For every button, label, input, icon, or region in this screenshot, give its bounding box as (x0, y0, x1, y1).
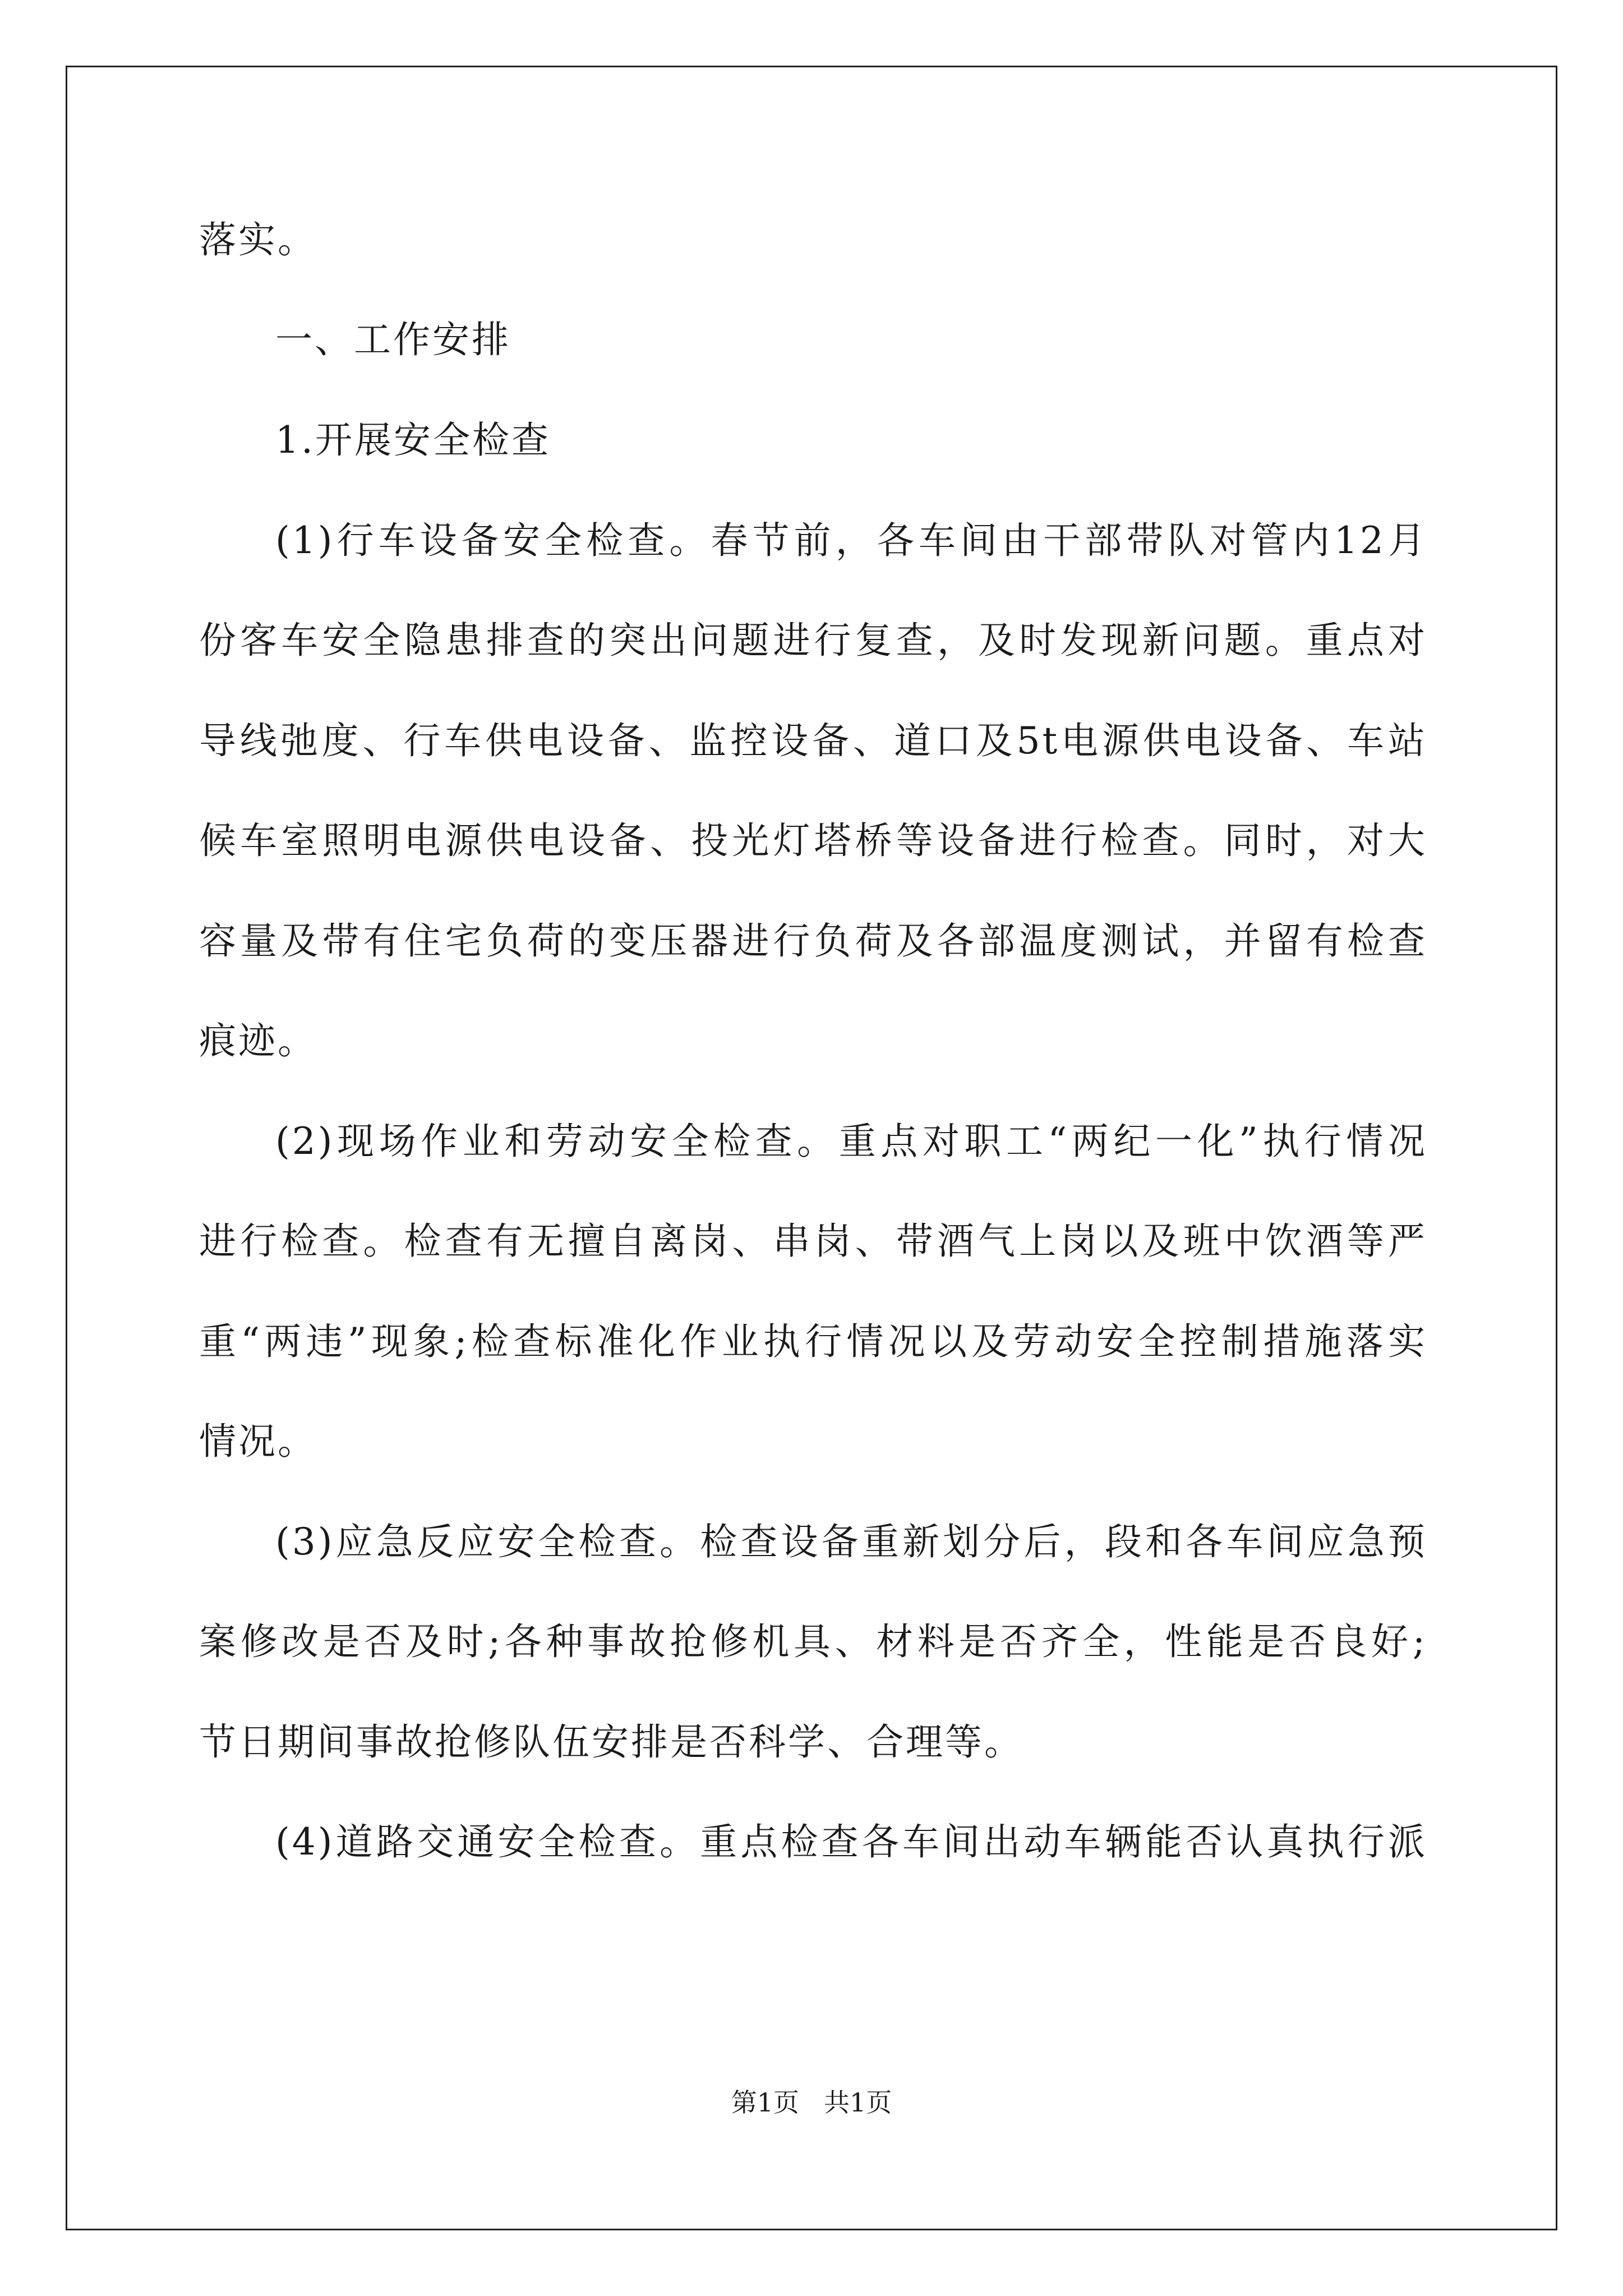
section-heading: 一、工作安排 (275, 318, 511, 361)
text-line: 容量及带有住宅负荷的变压器进行负荷及各部温度测试，并留有检查 (199, 919, 1427, 963)
text-line: 节日期间事故抢修队伍安排是否科学、合理等。 (199, 1720, 1023, 1764)
text-line: 份客车安全隐患排查的突出问题进行复查，及时发现新问题。重点对 (199, 619, 1427, 662)
text-line: 案修改是否及时;各种事故抢修机具、材料是否齐全，性能是否良好; (199, 1620, 1427, 1663)
text-line: (1)行车设备安全检查。春节前，各车间由干部带队对管内12月 (275, 519, 1427, 562)
subsection-heading: 1.开展安全检查 (275, 418, 551, 462)
text-line: 痕迹。 (199, 1019, 317, 1062)
text-line: 候车室照明电源供电设备、投光灯塔桥等设备进行检查。同时，对大 (199, 819, 1427, 862)
text-line: 情况。 (199, 1420, 317, 1463)
page-total: 共1页 (823, 2087, 892, 2118)
text-line: 重“两违”现象;检查标准化作业执行情况以及劳动安全控制措施落实 (199, 1320, 1427, 1363)
text-line: (2)现场作业和劳动安全检查。重点对职工“两纪一化”执行情况 (275, 1120, 1427, 1163)
text-line: 进行检查。检查有无擅自离岗、串岗、带酒气上岗以及班中饮酒等严 (199, 1220, 1427, 1263)
text-line: 落实。 (199, 218, 317, 261)
page-footer (0, 2086, 1623, 2119)
text-line: 导线弛度、行车供电设备、监控设备、道口及5t电源供电设备、车站 (199, 719, 1427, 762)
text-line: (3)应急反应安全检查。检查设备重新划分后，段和各车间应急预 (275, 1520, 1427, 1563)
page-number: 第1页 (731, 2087, 800, 2118)
text-line: (4)道路交通安全检查。重点检查各车间出动车辆能否认真执行派 (275, 1820, 1427, 1864)
